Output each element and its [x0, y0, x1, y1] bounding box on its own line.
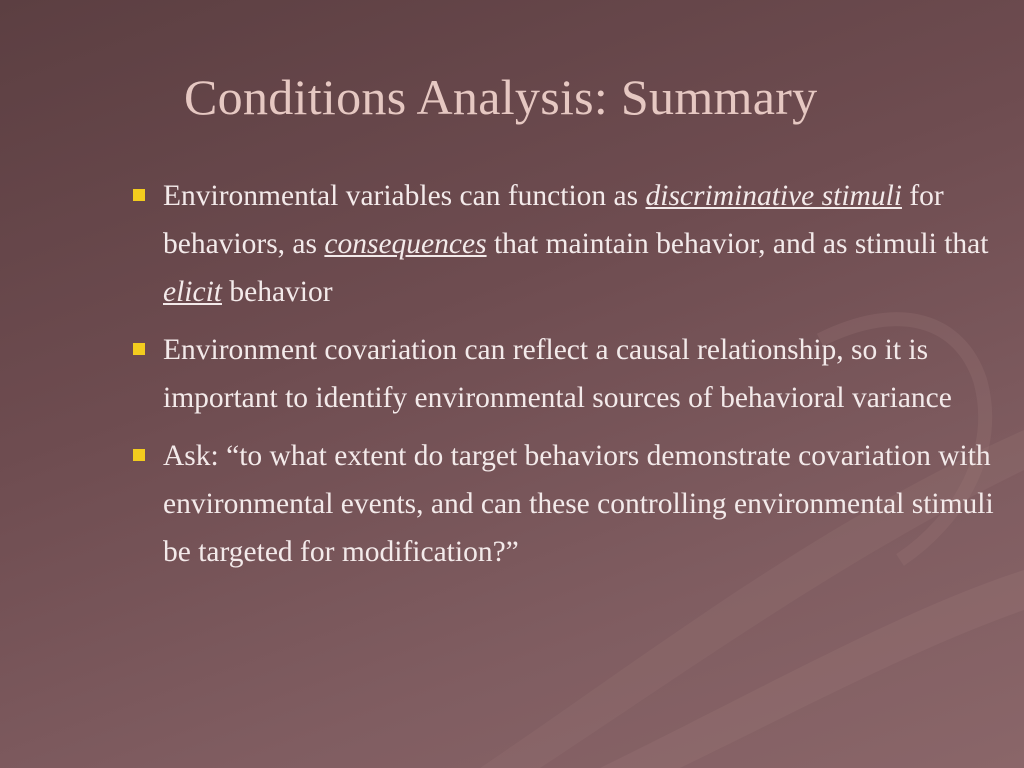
square-bullet-icon: [133, 189, 145, 201]
bullet-text: that maintain behavior, and as stimuli that: [486, 228, 989, 260]
slide-title: Conditions Analysis: Summary: [184, 69, 818, 125]
bullet-text: for behaviors, as: [163, 180, 944, 260]
bullet-item: [128, 172, 1008, 316]
bullet-list: [128, 172, 1008, 586]
emphasized-term: discriminative stimuli: [645, 180, 902, 212]
emphasized-term: elicit: [163, 276, 222, 308]
emphasized-term: consequences: [324, 228, 487, 260]
square-bullet-icon: [133, 343, 145, 355]
square-bullet-icon: [133, 449, 145, 461]
bullet-text: Ask: “to what extent do target behaviors demonstrate covariation with environmental events, and can these controlling environmental stimuli be targeted for modification?”: [163, 440, 994, 568]
bullet-text: Environmental variables can function as: [163, 180, 646, 212]
bullet-item: [128, 432, 1008, 576]
bullet-item: [128, 326, 1008, 422]
bullet-text: Environment covariation can reflect a causal relationship, so it is important to identify environmental sources of behavioral variance: [163, 334, 952, 414]
bullet-text: behavior: [221, 276, 333, 308]
